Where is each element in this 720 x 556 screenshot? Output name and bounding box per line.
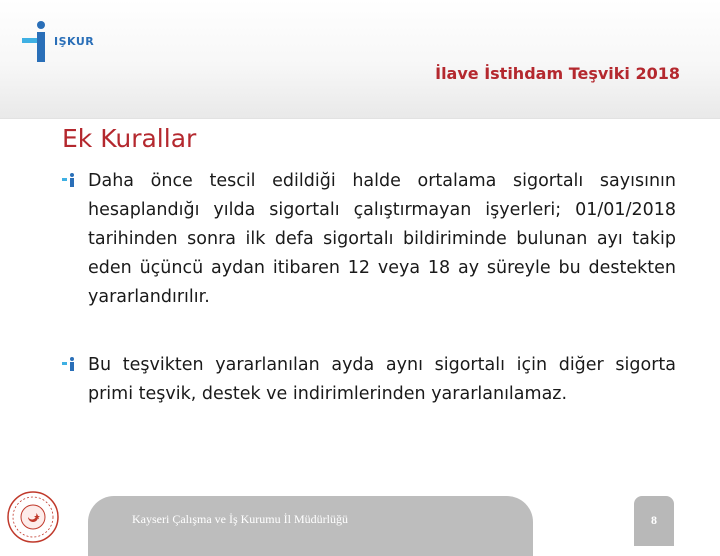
bullet-text: Bu teşvikten yararlanılan ayda aynı sigortalı için diğer sigorta primi teşvik, destek ve indirimlerinden yararlanılamaz. <box>88 355 676 404</box>
page-number: 8 <box>651 513 657 527</box>
ministry-seal-icon <box>6 490 60 544</box>
deck-title: İlave İstihdam Teşviki 2018 <box>435 64 680 83</box>
footer-text: Kayseri Çalışma ve İş Kurumu İl Müdürlüğü <box>132 512 348 526</box>
bullet-text: Daha önce tescil edildiği halde ortalama sigortalı sayısının hesaplandığı yılda sigortalı çalıştırmayan işyerleri; 01/01/2018 tarihinden sonra ilk defa sigortalı bildiriminde bulunan ayı takip eden üçüncü aydan itibaren 12 veya 18 ay süreyle bu destekten yararlandırılır. <box>88 171 676 307</box>
iskur-bullet-icon <box>62 357 76 371</box>
bullet-item <box>62 351 676 409</box>
logo-text: IŞKUR <box>54 35 95 48</box>
iskur-bullet-icon <box>62 173 76 187</box>
bullet-item <box>62 167 676 312</box>
slide-heading: Ek Kurallar <box>62 124 197 153</box>
